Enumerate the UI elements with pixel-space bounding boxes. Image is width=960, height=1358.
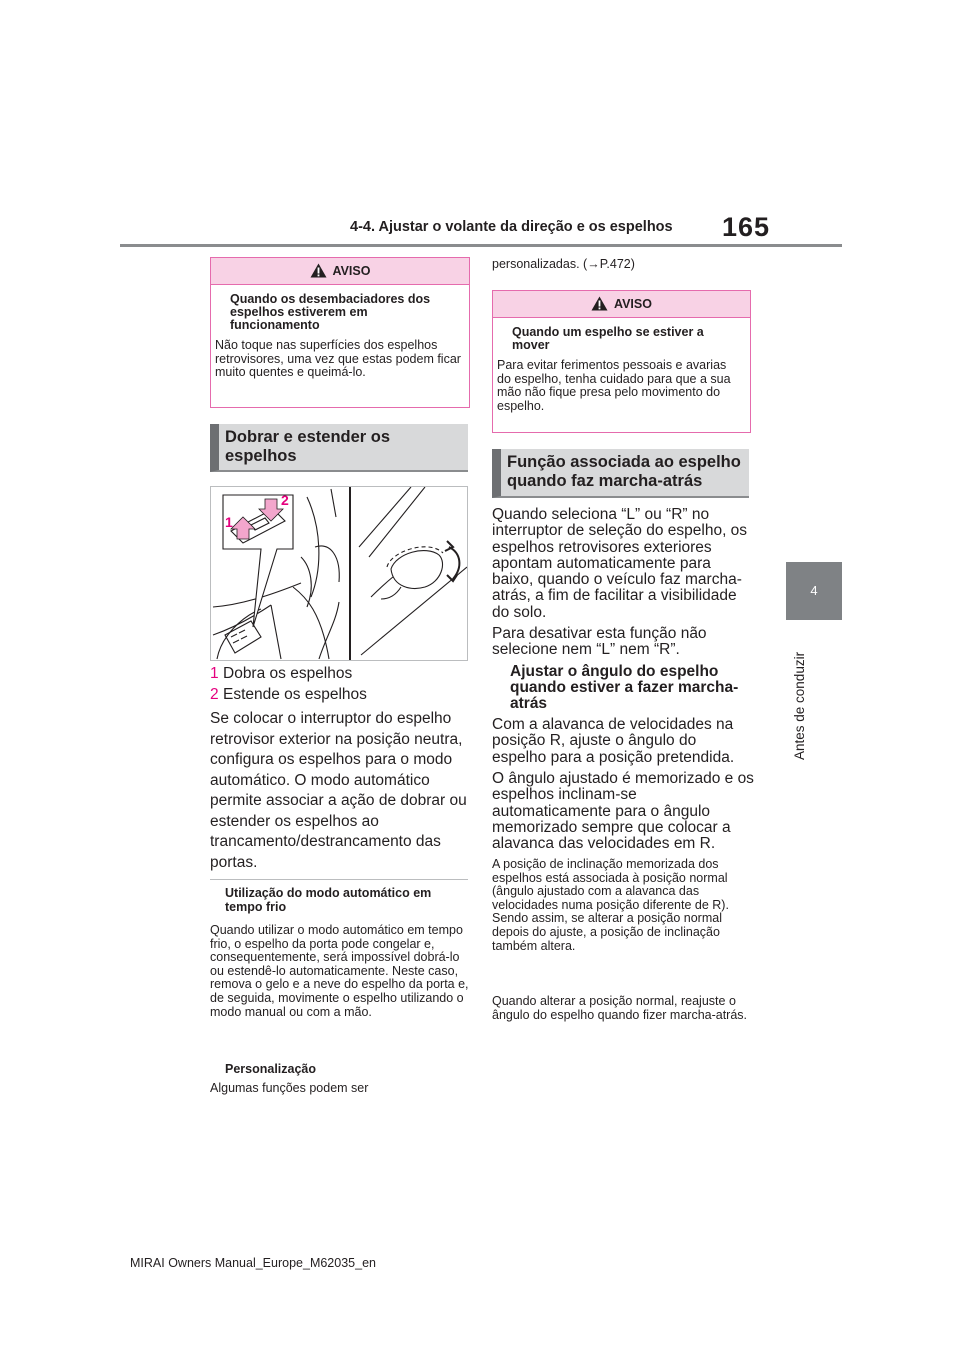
step-item xyxy=(210,685,470,706)
warning-triangle-icon xyxy=(310,263,327,278)
mirror-switch-illustration xyxy=(211,487,467,660)
adjust-paragraph-2: O ângulo ajustado é memorizado e os espelhos inclinam-se automaticamente para o ângulo memorizado sempre que colocar a alavanca das velocidades em R. xyxy=(492,770,754,853)
chapter-tab: 4 xyxy=(786,562,842,620)
warning-title: Quando os desembaciadores dos espelhos estiverem em funcionamento xyxy=(230,292,431,332)
reverse-paragraph-2: Para desativar esta função não selecione nem “L” nem “R”. xyxy=(492,625,707,659)
chapter-label-text: Antes de conduzir xyxy=(792,651,807,760)
step-number: 2 xyxy=(210,686,219,703)
adjust-note-2: Quando alterar a posição normal, reajuste o ângulo do espelho quando fizer marcha-atrás. xyxy=(492,994,748,1022)
callout-label-2: 2 xyxy=(281,492,289,508)
note-title-cold: Utilização do modo automático em tempo frio xyxy=(225,886,432,914)
adjust-paragraph-1: Com a alavanca de velocidades na posição R, ajuste o ângulo do espelho para a posição pretendida. xyxy=(492,716,735,766)
adjust-note-1: A posição de inclinação memorizada dos espelhos está associada à posição normal (ângulo ajustado com a alavanca das velocidades numa posição diferente de R). Sendo assim, se alterar a posição normal depois do ajuste, a posição de inclinação também altera. xyxy=(492,857,729,953)
warning-header xyxy=(211,258,469,285)
warning-title: Quando um espelho se estiver a mover xyxy=(512,325,704,352)
warning-label: AVISO xyxy=(332,264,371,278)
note-title-customization: Personalização xyxy=(225,1062,317,1076)
fold-paragraph: Se colocar o interruptor do espelho retrovisor exterior na posição neutra, configura os espelhos para o modo automático. O modo automático permite associar a ação de dobrar ou estender os espelhos ao trancamento/destrancamento das portas. xyxy=(210,710,467,871)
warning-body: Não toque nas superfícies dos espelhos retrovisores, uma vez que estas podem ficar muito quentes e queimá-lo. xyxy=(215,338,461,379)
subheading-adjust-angle: Ajustar o ângulo do espelho quando estiver a fazer marcha-atrás xyxy=(510,663,739,712)
section-heading-fold: Dobrar e estender os espelhos xyxy=(210,424,468,472)
reverse-paragraph-1: Quando seleciona “L” ou “R” no interruptor de seleção do espelho, os espelhos retrovisores exteriores apontam automaticamente para baixo, quando o veículo faz marcha-atrás, a fim de facilitar a visibilidade do solo. xyxy=(492,506,748,621)
step-item xyxy=(210,664,470,685)
step-number: 1 xyxy=(210,665,219,682)
warning-body: Para evitar ferimentos pessoais e avarias do espelho, tenha cuidado para que a sua mão não fique presa pelo movimento do espelho. xyxy=(497,358,731,413)
section-heading-reverse: Função associada ao espelho quando faz marcha-atrás xyxy=(492,449,749,498)
warning-box-defogger xyxy=(210,257,470,408)
footer-manual-id: MIRAI Owners Manual_Europe_M62035_en xyxy=(130,1256,376,1270)
step-text: Estende os espelhos xyxy=(223,686,367,703)
warning-box-mirror-move xyxy=(492,290,751,433)
mirror-switch-figure xyxy=(210,486,468,661)
customization-continued: personalizadas. (→P.472) xyxy=(492,257,635,271)
page-number: 165 xyxy=(722,212,771,242)
callout-label-1: 1 xyxy=(225,514,233,530)
warning-triangle-icon xyxy=(591,296,608,311)
header-divider xyxy=(120,244,842,247)
divider xyxy=(210,879,468,880)
note-body-customization: Algumas funções podem ser xyxy=(210,1081,369,1095)
header-section-title: 4-4. Ajustar o volante da direção e os espelhos xyxy=(350,219,673,235)
chapter-label xyxy=(788,632,810,762)
warning-header xyxy=(493,291,750,318)
step-text: Dobra os espelhos xyxy=(223,665,353,682)
warning-label: AVISO xyxy=(614,297,652,311)
note-body-cold: Quando utilizar o modo automático em tempo frio, o espelho da porta pode congelar e, consequentemente, será impossível dobrá-lo ou estendê-lo automaticamente. Neste caso, remova o gelo e a neve do espelho da porta e, de seguida, movimente o espelho utilizando o modo manual ou com a mão. xyxy=(210,923,469,1019)
